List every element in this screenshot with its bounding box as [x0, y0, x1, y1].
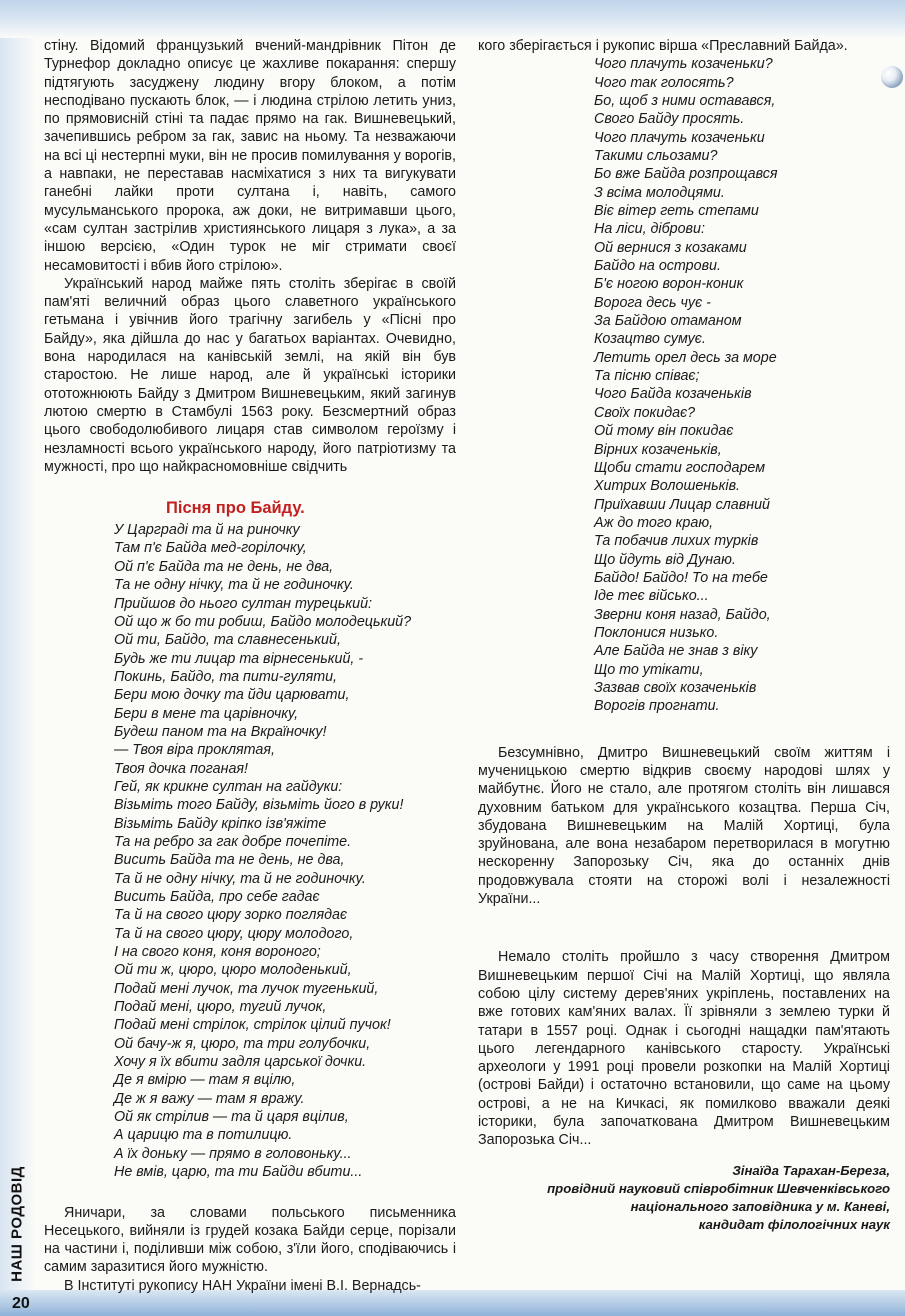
poem-line: Козацтво сумує. [594, 331, 706, 348]
right-paragraph-1: Безсумнівно, Дмитро Вишневецький своїм життям і мученицькою смертю відкрив своєму народові шлях у майбутнє. Його не стало, але протягом століть він лишався духовним батьком для українського козацтва. Перша Січ, збудована Вишневецьким на Малій Хортиці, була зруйнована, але вона незабаром перетворилася в могутню нескоренну Запорозьку Січ, яка до останніх днів продовжувала стояти на сторожі волі і незалежності України... [478, 744, 890, 908]
poem-line: Покинь, Байдо, та пити-гуляти, [114, 668, 338, 685]
poem-line: Та пісню співає; [594, 368, 700, 385]
poem-line: Ой вернися з козаками [594, 239, 747, 256]
poem-right [478, 55, 890, 715]
author-title-3: кандидат філологічних наук [698, 1216, 890, 1232]
poem-line: Бери мою дочку та йди царювати, [114, 687, 350, 704]
poem-line: Що йдуть від Дунаю. [594, 551, 736, 568]
poem-line: Подай мені стрілок, стрілок цілий пучок! [114, 1017, 391, 1034]
author-title-1: провідний науковий співробітник Шевченківського [547, 1180, 890, 1196]
poem-line: Та й на свого цюру зорко поглядає [114, 907, 348, 924]
poem-line: Твоя дочка поганая! [114, 760, 249, 777]
right-column [478, 37, 890, 1234]
poem-line: Своїх покидає? [594, 404, 696, 421]
poem-line: Чого так голосять? [594, 74, 734, 91]
author-title-2: національного заповідника у м. Каневі, [630, 1198, 890, 1214]
poem-line: А їх доньку — прямо в головоньку... [114, 1145, 352, 1162]
poem-line: А царицю та в потилицю. [114, 1127, 293, 1144]
poem-line: Чого Байда козаченьків [594, 386, 752, 403]
poem-line: З всіма молодцями. [594, 184, 725, 201]
right-paragraph-continued: кого зберігається і рукопис вірша «Преславний Байда». [478, 38, 848, 54]
poem-line: Де ж я важу — там я вражу. [114, 1090, 305, 1107]
poem-line: Чого плачуть козаченьки [594, 129, 765, 146]
left-paragraph-1: стіну. Відомий французький вчений-мандрівник Пітон де Турнефор докладно описує це жахливе покарання: спершу підтягують засуджену людину вгору блоком, а потім несподівано пускають блок, — і людина стрілою летить униз, по прямовисній стіні та падає прямо на гак. Вишневецький, зачепившись ребром за гак, завис на ньому. Та незважаючи на всі ці нестерпні муки, він не просив помилування у ворогів, а навпаки, не переставав насміхатися з них та вигукувати ганебні лайки проти султана і, навіть, самого мусульманського пророка, аж доки, не витримавши цього, «сам султан застрілив християнського лицаря з лука», а за іншою версією, «Один турок не міг стримати своєї несамовитості і вбив його стрілою». [44, 38, 456, 274]
poem-line: Хочу я їх вбити задля царської дочки. [114, 1054, 367, 1071]
poem-line: Летить орел десь за море [594, 349, 777, 366]
poem-line: Ворога десь чує - [594, 294, 711, 311]
poem-line: Приїхавши Лицар славний [594, 496, 770, 513]
left-color-band [0, 38, 36, 1290]
left-paragraph-4: В Інституті рукопису НАН України імені В.І. Вернадсь- [64, 1277, 421, 1294]
poem-line: Візьміть того Байду, візьміть його в руки! [114, 797, 404, 814]
poem-line: Гей, як крикне султан на гайдуки: [114, 778, 343, 795]
poem-line: Зверни коня назад, Байдо, [594, 606, 771, 623]
poem-line: Подай мені, цюро, тугий лучок, [114, 999, 327, 1016]
poem-line: Б'є ногою ворон-коник [594, 276, 744, 293]
poem-left [44, 521, 456, 1181]
poem-line: Але Байда не знав з віку [594, 643, 758, 660]
poem-line: Ой бачу-ж я, цюро, та три голубочки, [114, 1035, 371, 1052]
poem-line: Там п'є Байда мед-горілочку, [114, 540, 307, 557]
poem-line: Аж до того краю, [594, 514, 714, 531]
poem-line: Свого Байду просять. [594, 111, 745, 128]
poem-line: Ой ти, Байдо, та славнесенький, [114, 632, 341, 649]
poem-line: Поклонися низько. [594, 624, 719, 641]
poem-line: Ой п'є Байда та не день, не два, [114, 558, 334, 575]
poem-line: Зазвав своїх козаченьків [594, 679, 757, 696]
poem-line: Вірних козаченьків, [594, 441, 722, 458]
poem-line: Та побачив лихих турків [594, 533, 759, 550]
poem-line: Прийшов до нього султан турецький: [114, 595, 372, 612]
poem-line: Такими сльозами? [594, 148, 718, 165]
poem-line: Та й на свого цюру, цюру молодого, [114, 925, 354, 942]
poem-line: Де я вмірю — там я вцілю, [114, 1072, 296, 1089]
poem-line: Ворогів прогнати. [594, 698, 720, 715]
poem-line: За Байдою отаманом [594, 313, 742, 330]
poem-line: Що то утікати, [594, 661, 704, 678]
poem-line: Та на ребро за гак добре почепіте. [114, 833, 352, 850]
poem-line: Байдо на острови. [594, 258, 721, 275]
section-label [4, 1160, 30, 1288]
poem-line: Ой що ж бо ти робиш, Байдо молодецький? [114, 613, 412, 630]
poem-line: Будь же ти лицар та вірнесенький, - [114, 650, 364, 667]
poem-line: Чого плачуть козаченьки? [594, 56, 773, 73]
page-number: 20 [12, 1295, 30, 1312]
author-signature [478, 1162, 890, 1234]
poem-line: Ой як стрілив — та й царя вцілив, [114, 1109, 349, 1126]
poem-line: Щоби стати господарем [594, 459, 765, 476]
poem-line: Та й не одну нічку, та й не годиночку. [114, 870, 366, 887]
poem-line: Іде теє військо... [594, 588, 709, 605]
poem-line: Бо вже Байда розпрощався [594, 166, 778, 183]
poem-line: На ліси, діброви: [594, 221, 705, 238]
poem-line: Бо, щоб з ними оставався, [594, 92, 776, 109]
poem-line: І на свого коня, коня вороного; [114, 944, 321, 961]
left-paragraph-3: Яничари, за словами польського письменника Несецького, вийняли із грудей козака Байди серце, порізали на частини і, поділивши між собою, з'їли його, сподіваючись і самим заразитися його мужністю. [44, 1204, 456, 1276]
poem-line: Візьміть Байду кріпко ізв'яжіте [114, 815, 327, 832]
top-color-band [0, 0, 905, 38]
section-label-text: НАШ РОДОВІД [8, 1166, 26, 1282]
poem-line: Байдо! Байдо! То на тебе [594, 569, 768, 586]
poem-line: Не вмів, царю, та ти Байди вбити... [114, 1164, 363, 1181]
left-column [44, 37, 456, 1295]
left-paragraph-2: Український народ майже пять століть зберігає в своїй пам'яті величний образ цього славетного українського гетьмана і увічнив його трагічну загибель у «Пісні про Байду», яка дійшла до нас у багатьох варіантах. Очевидно, вона народилася на канівській землі, на якій він був старостою. Не лише народ, але й українські історики ототожнюють Байду з Дмитром Вишневецьким, який загинув лютою смертю в Стамбулі 1563 року. Безсмертний образ цього свободолюбивого лицаря став символом героїзму і незламності всього українського народу, його патріотизму та мужності, про що найкрасномовніше свідчить [44, 275, 456, 475]
poem-line: Будеш паном та на Вкраїночку! [114, 723, 327, 740]
poem-line: Ой ти ж, цюро, цюро молоденький, [114, 962, 352, 979]
poem-line: Подай мені лучок, та лучок тугенький, [114, 980, 379, 997]
poem-line: Висить Байда та не день, не два, [114, 852, 345, 869]
poem-line: — Твоя віра проклятая, [114, 742, 275, 759]
author-name: Зінаїда Тарахан-Береза, [732, 1162, 890, 1178]
poem-line: Хитрих Волошеньків. [594, 478, 741, 495]
right-paragraph-2: Немало століть пройшло з часу створення Дмитром Вишневецьким першої Січі на Малій Хортиці, що являла собою цілу систему дерев'яних укріплень, поставлених на вже готових кам'яних валах. Її зрівняли з землею турки й татари в 1557 році. Однак і сьогодні нащадки пам'ятають цього легендарного канівського старосту. Українські археологи у 1991 році провели розкопки на Малій Хортиці (острові Байди) і остаточно встановили, що саме на цьому острові, а не на Кичкасі, як помилково вважали деякі історики, була започаткована Дмитром Вишневецьким Запорозька Січ... [478, 949, 890, 1149]
poem-line: Віє вітер геть степами [594, 203, 759, 220]
poem-line: У Царграді та й на риночку [114, 522, 300, 539]
poem-line: Висить Байда, про себе гадає [114, 889, 320, 905]
poem-line: Ой тому він покидає [594, 423, 734, 440]
poem-title: Пісня про Байду. [166, 499, 305, 518]
poem-line: Та не одну нічку, та й не годиночку. [114, 577, 354, 594]
poem-line: Бери в мене та царівночку, [114, 705, 299, 722]
